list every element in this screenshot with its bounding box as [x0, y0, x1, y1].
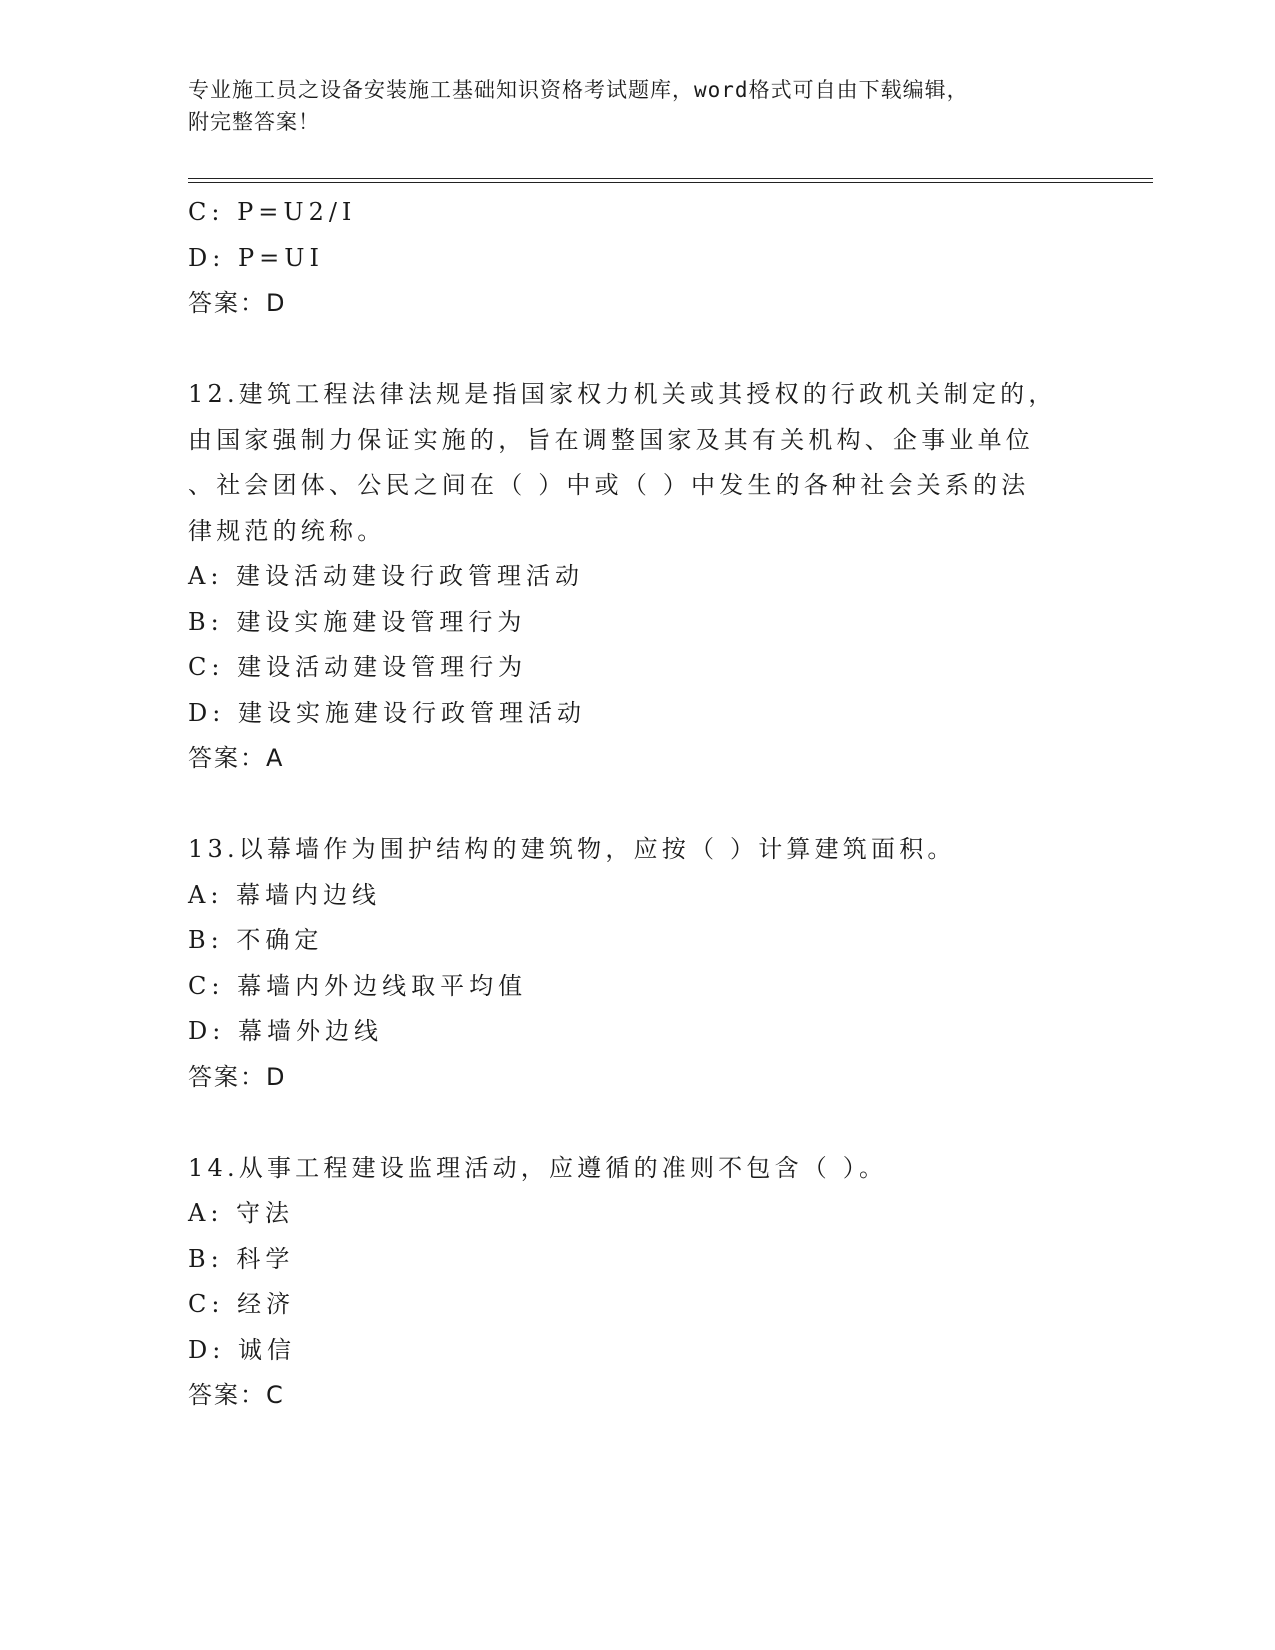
question-block-11-tail	[188, 190, 1088, 327]
option-d: D: 建设实施建设行政管理活动	[188, 698, 586, 727]
spacer	[188, 782, 1088, 828]
answer-line: 答案：C	[188, 1381, 285, 1409]
stem-line: 14.从事工程建设监理活动，应遵循的准则不包含（ ）。	[188, 1153, 888, 1182]
question-stem	[188, 1146, 1088, 1192]
stem-line: 12.建筑工程法律法规是指国家权力机关或其授权的行政机关制定的，	[188, 380, 1057, 408]
header-line-1: 专业施工员之设备安装施工基础知识资格考试题库，word格式可自由下载编辑，	[188, 78, 969, 102]
page-header	[188, 74, 1068, 138]
question-block-14	[188, 1146, 1088, 1419]
answer-line: 答案：A	[188, 744, 285, 772]
stem-line: 、社会团体、公民之间在（ ）中或（ ）中发生的各种社会关系的法	[188, 471, 1030, 499]
option-d: D: 诚信	[188, 1335, 296, 1364]
option-b: B: 不确定	[188, 926, 324, 954]
answer-line: 答案：D	[188, 1062, 287, 1091]
question-block-12	[188, 372, 1088, 782]
stem-line: 律规范的统称。	[188, 516, 386, 545]
header-line-2: 附完整答案！	[188, 110, 320, 134]
option-c: C: P=U2/I	[188, 198, 357, 226]
option-c: C: 建设活动建设管理行为	[188, 653, 528, 681]
option-d: D: P=UI	[188, 243, 324, 272]
header-double-rule	[188, 178, 1153, 183]
option-b: B: 建设实施建设管理行为	[188, 607, 527, 636]
option-b: B: 科学	[188, 1244, 295, 1273]
spacer	[188, 327, 1088, 373]
question-stem	[188, 372, 1088, 554]
question-block-13	[188, 827, 1088, 1100]
option-d: D: 幕墙外边线	[188, 1017, 383, 1045]
stem-line: 13.以幕墙作为围护结构的建筑物，应按（ ）计算建筑面积。	[188, 835, 956, 863]
option-a: A: 幕墙内边线	[188, 880, 382, 909]
option-a: A: 守法	[188, 1199, 295, 1227]
option-c: C: 经济	[188, 1290, 296, 1318]
option-c: C: 幕墙内外边线取平均值	[188, 971, 528, 1000]
answer-line: 答案：D	[188, 289, 287, 317]
option-a: A: 建设活动建设行政管理活动	[188, 562, 585, 590]
spacer	[188, 1100, 1088, 1146]
question-stem	[188, 827, 1088, 873]
stem-line: 由国家强制力保证实施的，旨在调整国家及其有关机构、企事业单位	[188, 425, 1034, 454]
question-list	[188, 190, 1088, 1419]
